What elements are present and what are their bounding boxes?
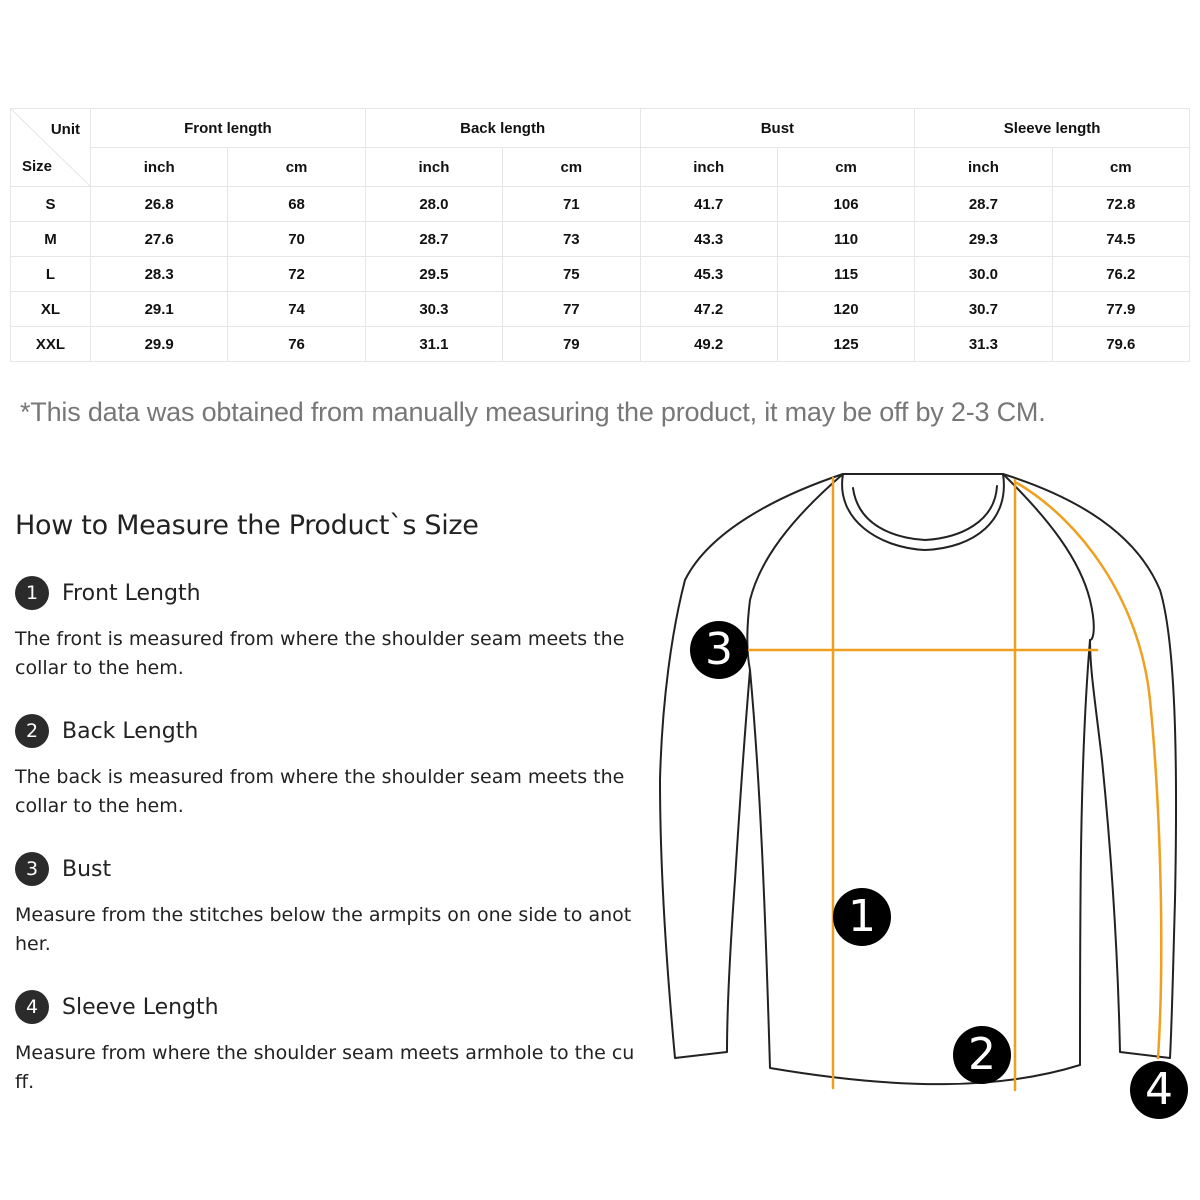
measurement-disclaimer: *This data was obtained from manually measuring the product, it may be off by 2-3 CM.	[20, 397, 1046, 427]
size-cell: M	[11, 222, 91, 257]
value-cell: 77	[503, 292, 640, 327]
value-cell: 41.7	[640, 187, 777, 222]
group-header-sleeve-length: Sleeve length	[915, 109, 1190, 148]
value-cell: 29.9	[91, 327, 228, 362]
value-cell: 27.6	[91, 222, 228, 257]
table-row	[11, 327, 1190, 362]
table-row	[11, 187, 1190, 222]
size-cell: S	[11, 187, 91, 222]
unit-header: cm	[228, 148, 365, 187]
unit-header: inch	[91, 148, 228, 187]
value-cell: 31.1	[365, 327, 502, 362]
table-row	[11, 292, 1190, 327]
step-description: Measure from where the shoulder seam meets armhole to the cuff.	[15, 1042, 635, 1093]
unit-header: inch	[365, 148, 502, 187]
marker-back-length-icon: 2	[953, 1026, 1011, 1084]
group-header-front-length: Front length	[91, 109, 366, 148]
size-cell: L	[11, 257, 91, 292]
table-corner-cell	[11, 109, 91, 187]
value-cell: 47.2	[640, 292, 777, 327]
value-cell: 72	[228, 257, 365, 292]
step-bust	[15, 851, 645, 959]
value-cell: 106	[777, 187, 914, 222]
step-name: Sleeve Length	[62, 994, 219, 1020]
value-cell: 79.6	[1052, 327, 1189, 362]
step-name: Back Length	[62, 718, 199, 744]
value-cell: 29.1	[91, 292, 228, 327]
size-cell: XL	[11, 292, 91, 327]
value-cell: 28.3	[91, 257, 228, 292]
step-description: Measure from the stitches below the armpits on one side to another.	[15, 904, 632, 955]
table-row	[11, 257, 1190, 292]
table-group-header-row	[11, 109, 1190, 148]
value-cell: 29.5	[365, 257, 502, 292]
value-cell: 76.2	[1052, 257, 1189, 292]
group-header-bust: Bust	[640, 109, 915, 148]
sleeve-length-line	[1017, 483, 1161, 1058]
long-sleeve-shirt-outline	[650, 450, 1200, 1140]
step-name: Front Length	[62, 580, 201, 606]
value-cell: 28.7	[365, 222, 502, 257]
step-number-badge: 1	[15, 576, 49, 610]
value-cell: 49.2	[640, 327, 777, 362]
value-cell: 43.3	[640, 222, 777, 257]
step-back-length	[15, 713, 645, 821]
value-cell: 31.3	[915, 327, 1052, 362]
table-row	[11, 222, 1190, 257]
value-cell: 30.3	[365, 292, 502, 327]
value-cell: 75	[503, 257, 640, 292]
value-cell: 115	[777, 257, 914, 292]
step-number-badge: 2	[15, 714, 49, 748]
shirt-measurement-diagram	[650, 450, 1200, 1140]
value-cell: 29.3	[915, 222, 1052, 257]
unit-header: inch	[915, 148, 1052, 187]
marker-front-length-icon: 1	[833, 888, 891, 946]
value-cell: 110	[777, 222, 914, 257]
step-name: Bust	[62, 856, 112, 882]
value-cell: 73	[503, 222, 640, 257]
guide-title: How to Measure the Product`s Size	[15, 510, 479, 541]
step-number-badge: 3	[15, 852, 49, 886]
table-unit-header-row	[11, 148, 1190, 187]
value-cell: 45.3	[640, 257, 777, 292]
size-cell: XXL	[11, 327, 91, 362]
value-cell: 30.7	[915, 292, 1052, 327]
value-cell: 30.0	[915, 257, 1052, 292]
step-description: The back is measured from where the shoulder seam meets the collar to the hem.	[15, 766, 625, 817]
corner-unit-label: Unit	[50, 121, 80, 138]
step-number-badge: 4	[15, 990, 49, 1024]
value-cell: 79	[503, 327, 640, 362]
value-cell: 68	[228, 187, 365, 222]
value-cell: 28.7	[915, 187, 1052, 222]
unit-header: inch	[640, 148, 777, 187]
group-header-back-length: Back length	[365, 109, 640, 148]
corner-size-label: Size	[22, 158, 53, 175]
marker-sleeve-length-icon: 4	[1130, 1061, 1188, 1119]
value-cell: 125	[777, 327, 914, 362]
unit-header: cm	[777, 148, 914, 187]
step-front-length	[15, 575, 645, 683]
size-chart-table	[10, 108, 1190, 362]
unit-header: cm	[503, 148, 640, 187]
value-cell: 76	[228, 327, 365, 362]
value-cell: 74.5	[1052, 222, 1189, 257]
value-cell: 26.8	[91, 187, 228, 222]
value-cell: 70	[228, 222, 365, 257]
value-cell: 72.8	[1052, 187, 1189, 222]
value-cell: 120	[777, 292, 914, 327]
step-description: The front is measured from where the shoulder seam meets the collar to the hem.	[15, 628, 625, 679]
marker-bust-icon: 3	[690, 621, 748, 679]
step-sleeve-length	[15, 989, 645, 1097]
value-cell: 71	[503, 187, 640, 222]
value-cell: 74	[228, 292, 365, 327]
unit-header: cm	[1052, 148, 1189, 187]
value-cell: 77.9	[1052, 292, 1189, 327]
value-cell: 28.0	[365, 187, 502, 222]
